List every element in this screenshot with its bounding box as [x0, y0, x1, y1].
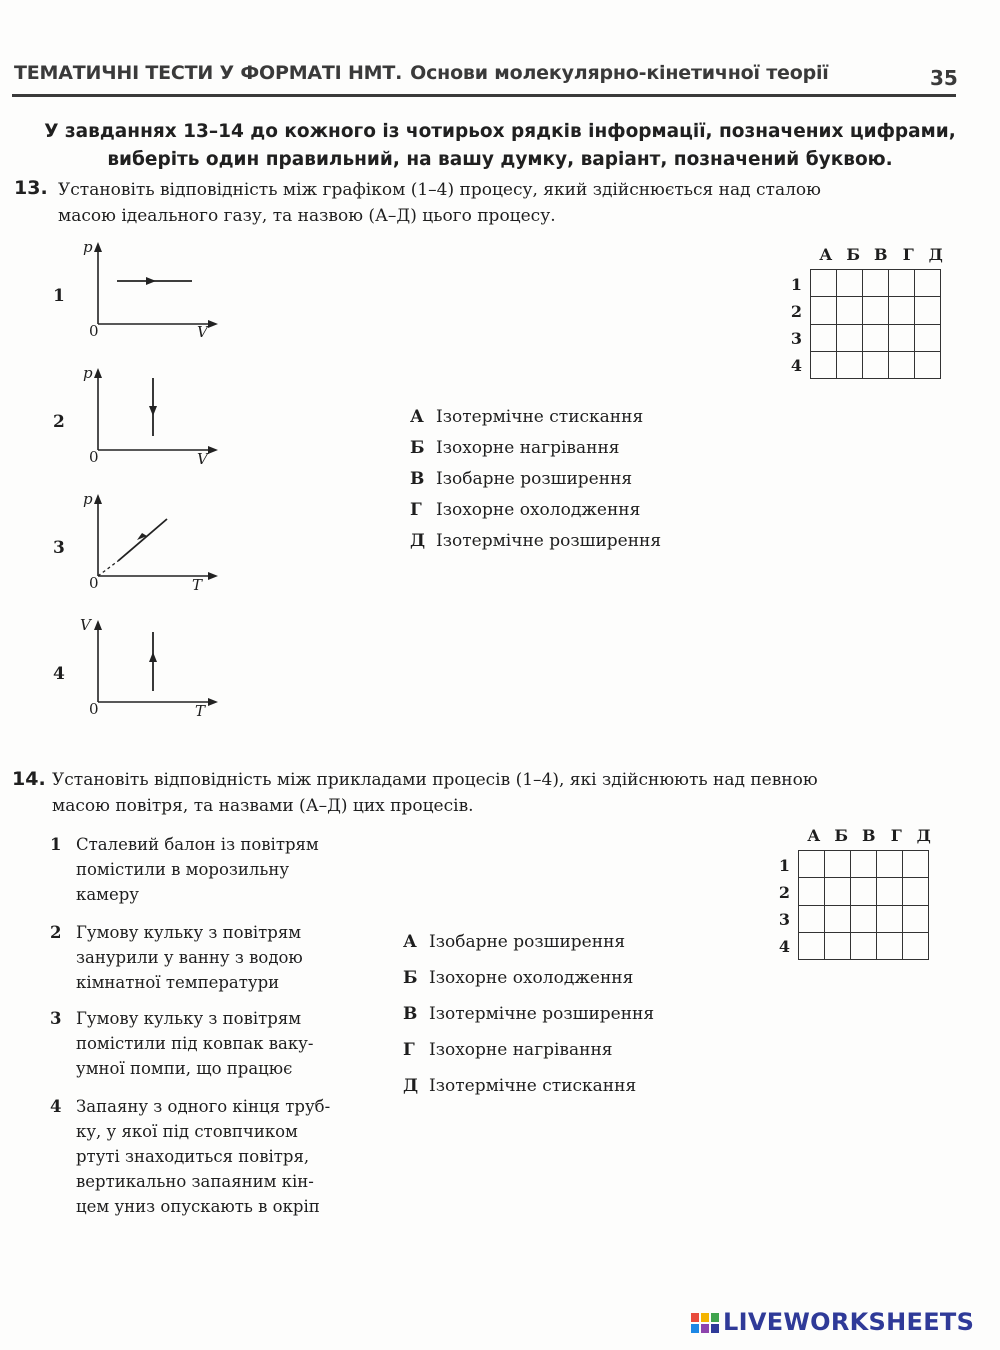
- answer-cell[interactable]: [825, 851, 851, 878]
- q14-number: 14.: [12, 768, 46, 790]
- q14-item-4: 4 Запаяну з одного кінця труб- ку, у якої під стовпчиком ртуті знаходиться повітря, вертикально запаяним кін- цем униз опускають в окріп: [50, 1097, 331, 1216]
- q13-answer-grid: [784, 245, 950, 379]
- q14-text-line-2: масою повітря, та назвами (А–Д) цих процесів.: [52, 796, 474, 816]
- liveworksheets-icon: [690, 1311, 720, 1335]
- q13-graph-1-number: 1: [53, 286, 65, 306]
- header-topic: Основи молекулярно-кінетичної теорії: [410, 62, 829, 84]
- direction-arrow: [137, 533, 147, 540]
- answer-cell[interactable]: [863, 297, 889, 324]
- grid-row-label-4: 4: [778, 937, 790, 956]
- q13-option-b: Б Ізохорне нагрівання: [410, 438, 620, 458]
- graph-4-y-label: V: [80, 616, 91, 634]
- q13-graph-2-number: 2: [53, 412, 65, 432]
- instruction: [0, 118, 1000, 174]
- answer-cell[interactable]: [799, 851, 825, 878]
- answer-cell[interactable]: [889, 297, 915, 324]
- graph-3-y-label: p: [83, 490, 93, 508]
- answer-cell[interactable]: [799, 905, 825, 932]
- answer-cell[interactable]: [877, 878, 903, 905]
- answer-cell[interactable]: [811, 351, 837, 378]
- brand-text: LIVEWORKSHEETS: [723, 1308, 975, 1336]
- header-series: ТЕМАТИЧНІ ТЕСТИ У ФОРМАТІ НМТ.: [14, 62, 403, 84]
- q13-graph-3-number: 3: [53, 538, 65, 558]
- q13-text-line-2: масою ідеального газу, та назвою (А–Д) цього процесу.: [58, 206, 556, 226]
- answer-cell[interactable]: [903, 905, 929, 932]
- y-axis-arrow: [94, 494, 102, 504]
- grid-row-label-3: 3: [790, 329, 802, 348]
- answer-cell[interactable]: [811, 270, 837, 297]
- graph-2-origin: 0: [89, 448, 99, 466]
- q14-option-a: А Ізобарне розширення: [403, 932, 626, 952]
- graph-4-origin: 0: [89, 700, 99, 718]
- graph-2-x-label: V: [197, 450, 208, 468]
- answer-cell[interactable]: [799, 878, 825, 905]
- graph-3-origin: 0: [89, 574, 99, 592]
- answer-cell[interactable]: [851, 905, 877, 932]
- q14-item-1: 1 Сталевий балон із повітрям помістили в морозильну камеру: [50, 835, 319, 904]
- answer-cell[interactable]: [915, 297, 941, 324]
- extrapolation-dashed: [98, 561, 118, 576]
- x-axis-arrow: [208, 446, 218, 454]
- q13-options: [410, 407, 661, 562]
- q14-item-3: 3 Гумову кульку з повітрям помістили під ковпак ваку- умної помпи, що працює: [50, 1009, 314, 1078]
- answer-cell[interactable]: [903, 878, 929, 905]
- q13-option-v: В Ізобарне розширення: [410, 469, 633, 489]
- q14-option-b: Б Ізохорне охолодження: [403, 968, 634, 988]
- y-axis-arrow: [94, 242, 102, 252]
- answer-cell[interactable]: [877, 932, 903, 959]
- answer-cell[interactable]: [851, 878, 877, 905]
- grid-row-label-1: 1: [778, 856, 790, 875]
- grid-row-label-4: 4: [790, 356, 802, 375]
- q14-option-d: Д Ізотермічне стискання: [403, 1076, 637, 1096]
- answer-cell[interactable]: [877, 851, 903, 878]
- graph-1-origin: 0: [89, 322, 99, 340]
- q13-answer-table[interactable]: [810, 269, 941, 379]
- page-number: 35: [930, 66, 958, 90]
- graph-1-x-label: V: [197, 323, 208, 341]
- grid-column-headers: А Б В Г Д: [807, 826, 931, 845]
- answer-cell[interactable]: [837, 297, 863, 324]
- answer-cell[interactable]: [825, 878, 851, 905]
- q13-number: 13.: [14, 177, 48, 199]
- direction-arrow: [149, 406, 157, 416]
- answer-cell[interactable]: [837, 324, 863, 351]
- instruction-line-2: виберіть один правильний, на вашу думку, варіант, позначений буквою.: [107, 149, 893, 170]
- answer-cell[interactable]: [863, 351, 889, 378]
- grid-row-label-1: 1: [790, 275, 802, 294]
- q14-options: [403, 932, 654, 1112]
- grid-row-label-2: 2: [790, 302, 802, 321]
- direction-arrow: [146, 277, 156, 285]
- answer-cell[interactable]: [863, 270, 889, 297]
- y-axis-arrow: [94, 368, 102, 378]
- q13-graph-4-number: 4: [53, 664, 65, 684]
- x-axis-arrow: [208, 320, 218, 328]
- answer-cell[interactable]: [811, 324, 837, 351]
- answer-cell[interactable]: [837, 351, 863, 378]
- answer-cell[interactable]: [851, 851, 877, 878]
- graph-1-y-label: p: [83, 238, 93, 256]
- graph-2-y-label: p: [83, 364, 93, 382]
- answer-cell[interactable]: [903, 851, 929, 878]
- instruction-line-1: У завданнях 13–14 до кожного із чотирьох рядків інформації, позначених цифрами,: [44, 121, 956, 142]
- running-header: [14, 62, 829, 84]
- q14-text-line-1: Установіть відповідність між прикладами процесів (1–4), які здійснюють над певною: [52, 770, 818, 790]
- q13-graph-3: [80, 492, 230, 597]
- q14-option-g: Г Ізохорне нагрівання: [403, 1040, 613, 1060]
- q13-text-line-1: Установіть відповідність між графіком (1–4) процесу, який здійснюється над сталою: [58, 180, 821, 200]
- answer-cell[interactable]: [825, 932, 851, 959]
- liveworksheets-logo: [690, 1308, 974, 1336]
- answer-cell[interactable]: [915, 351, 941, 378]
- answer-cell[interactable]: [811, 297, 837, 324]
- answer-cell[interactable]: [863, 324, 889, 351]
- answer-cell[interactable]: [825, 905, 851, 932]
- x-axis-arrow: [208, 572, 218, 580]
- q13-option-d: Д Ізотермічне розширення: [410, 531, 662, 551]
- graph-4-x-label: T: [195, 702, 206, 720]
- answer-cell[interactable]: [889, 324, 915, 351]
- q14-option-v: В Ізотермічне розширення: [403, 1004, 655, 1024]
- header-divider: [12, 94, 956, 97]
- answer-cell[interactable]: [799, 932, 825, 959]
- answer-cell[interactable]: [889, 270, 915, 297]
- grid-row-label-2: 2: [778, 883, 790, 902]
- graph-3-x-label: T: [192, 576, 203, 594]
- answer-cell[interactable]: [915, 270, 941, 297]
- answer-cell[interactable]: [837, 270, 863, 297]
- answer-cell[interactable]: [851, 932, 877, 959]
- q13-option-a: А Ізотермічне стискання: [410, 407, 644, 427]
- answer-cell[interactable]: [903, 932, 929, 959]
- grid-column-headers: А Б В Г Д: [819, 245, 943, 264]
- answer-cell[interactable]: [877, 905, 903, 932]
- q13-graph-4: [80, 618, 230, 723]
- q14-answer-grid: [772, 826, 938, 960]
- y-axis-arrow: [94, 620, 102, 630]
- answer-cell[interactable]: [889, 351, 915, 378]
- grid-row-label-3: 3: [778, 910, 790, 929]
- process-line: [118, 519, 167, 561]
- q13-option-g: Г Ізохорне охолодження: [410, 500, 641, 520]
- q14-item-2: 2 Гумову кульку з повітрям занурили у ванну з водою кімнатної температури: [50, 923, 303, 992]
- x-axis-arrow: [208, 698, 218, 706]
- q14-answer-table[interactable]: [798, 850, 929, 960]
- direction-arrow: [149, 652, 157, 662]
- answer-cell[interactable]: [915, 324, 941, 351]
